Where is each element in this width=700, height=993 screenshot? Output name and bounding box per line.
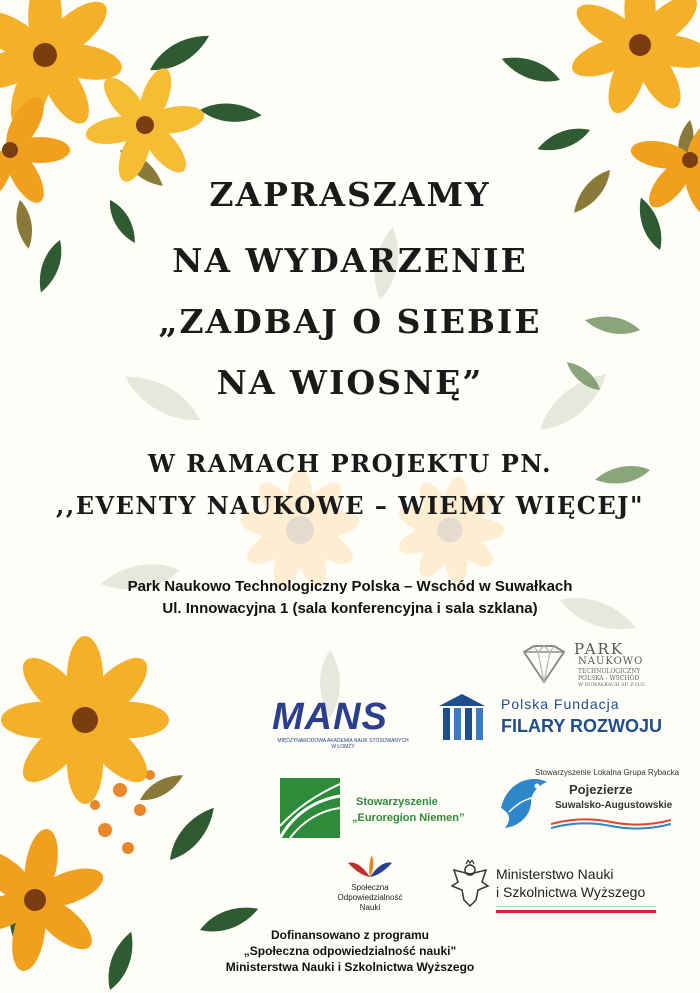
top-right-flowers: [499, 0, 700, 253]
mans-logo-sub2: W ŁOMŻY: [331, 744, 355, 750]
venue-line-1: Park Naukowo Technologiczny Polska – Wschód w Suwałkach: [127, 578, 573, 595]
pojezierze-logo-line3: Suwalsko-Augustowskie: [555, 800, 673, 811]
spoleczna-logo-line1: Społeczna: [351, 883, 389, 892]
park-logo-line4: POLSKA - WSCHÓD: [578, 675, 640, 682]
venue-line-2: Ul. Innowacyjna 1 (sala konferencyjna i sala szklana): [162, 600, 538, 617]
euroregion-logo-line2: „Euroregion Niemen”: [352, 812, 465, 824]
mans-logo: [268, 698, 418, 748]
funding-line-1: Dofinansowano z programu: [270, 928, 429, 942]
pillars-icon: [437, 692, 487, 742]
funding-line-2: „Społeczna odpowiedzialność nauki": [243, 944, 457, 958]
park-logo-word1: PARK: [574, 640, 625, 658]
book-icon: [348, 855, 392, 879]
fish-icon: [497, 768, 553, 832]
filary-logo-line1: Polska Fundacja: [501, 696, 620, 712]
euroregion-logo-line1: Stowarzyszenie: [356, 796, 438, 808]
spoleczna-logo-line3: Nauki: [359, 903, 381, 912]
headline-line-1: ZAPRASZAMY: [209, 175, 491, 214]
eagle-icon: [450, 860, 490, 910]
park-logo-line5: W SUWAŁKACH SP. Z O.O.: [578, 682, 646, 688]
pojezierze-logo-line2: Pojezierze: [569, 782, 633, 797]
filary-logo: [437, 692, 677, 744]
ministerstwo-logo-line1: Ministerstwo Nauki: [496, 866, 614, 882]
euroregion-logo: [280, 778, 480, 840]
diamond-icon: [520, 644, 568, 684]
headline-line-3: „ZADBAJ O SIEBIE: [158, 302, 542, 341]
project-line-1: W RAMACH PROJEKTU PN.: [147, 449, 553, 478]
mans-logo-sub1: MIĘDZYNARODOWA AKADEMIA NAUK STOSOWANYCH: [277, 738, 409, 744]
euroregion-icon: [280, 778, 340, 838]
park-logo-line3: TECHNOLOGICZNY: [578, 668, 641, 675]
wave-icon: [551, 816, 671, 830]
park-logo: [520, 640, 670, 690]
headline-line-4: NA WIOSNĘ”: [216, 363, 484, 402]
park-logo-word2: NAUKOWO: [578, 656, 644, 667]
spoleczna-logo-line2: Odpowiedzialność: [337, 893, 403, 902]
funding-line-3: Ministerstwa Nauki i Szkolnictwa Wyższego: [225, 960, 475, 974]
spoleczna-logo: [320, 855, 420, 917]
headline-line-2: NA WYDARZENIE: [172, 241, 528, 280]
project-line-2: ,,EVENTY NAUKOWE – WIEMY WIĘCEJ": [55, 491, 645, 520]
filary-logo-line2: FILARY ROZWOJU: [501, 716, 662, 736]
ministerstwo-logo: [450, 860, 660, 916]
flag-stripe-red: [496, 910, 656, 913]
pojezierze-logo-line1: Stowarzyszenie Lokalna Grupa Rybacka: [535, 768, 680, 777]
pojezierze-logo: [497, 764, 680, 836]
ministerstwo-logo-line2: i Szkolnictwa Wyższego: [496, 884, 646, 900]
mans-logo-word: MANS: [272, 696, 388, 738]
